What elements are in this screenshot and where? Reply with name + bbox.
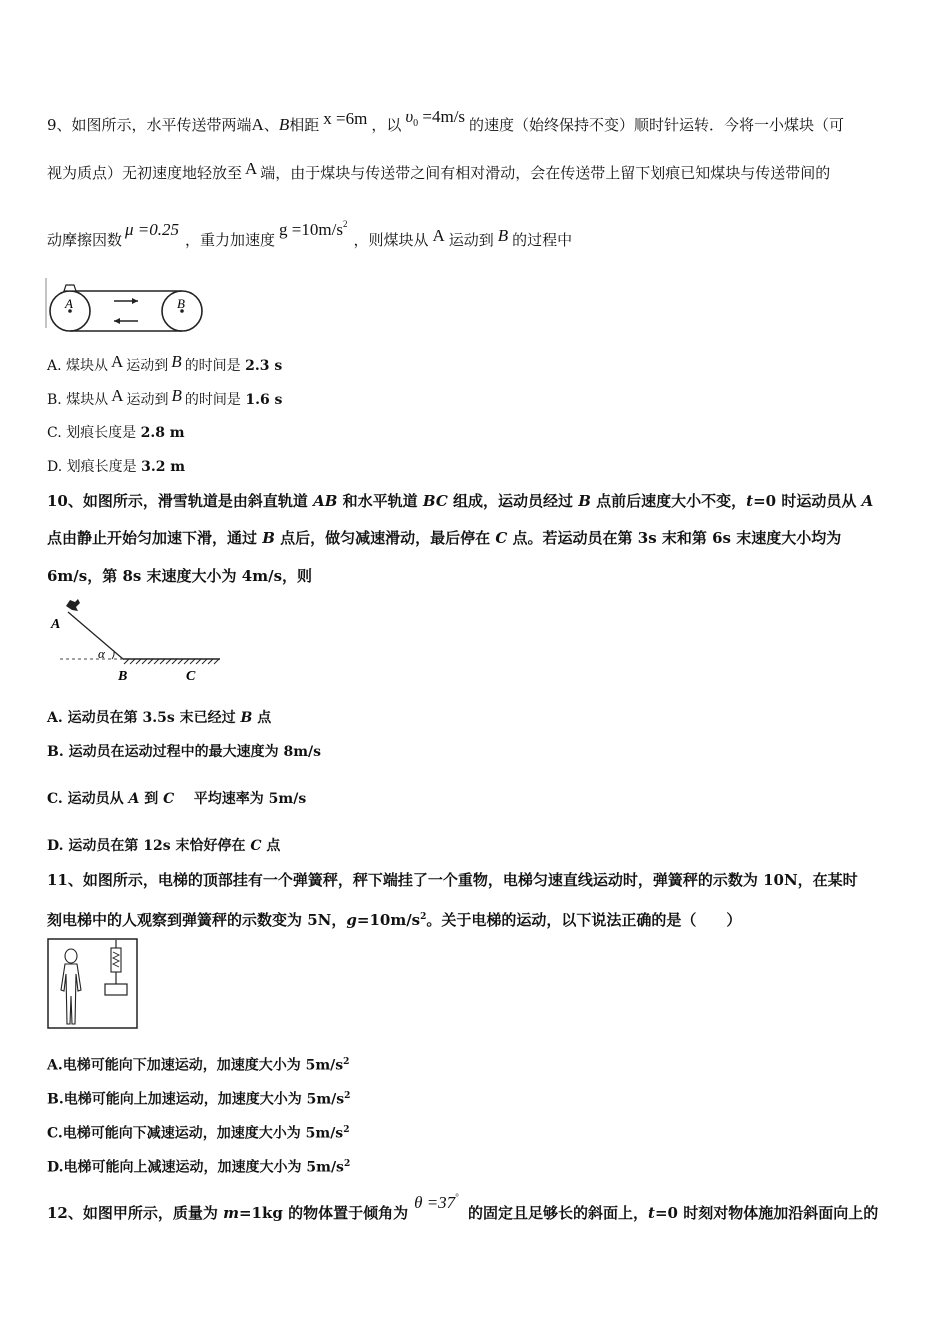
text: D.电梯可能向上减速运动，加速度大小为 5m/s <box>47 1159 344 1176</box>
text: 运动到 <box>126 392 169 408</box>
exponent: 2 <box>420 912 427 922</box>
label-c: C <box>186 669 196 684</box>
text: D. 划痕长度是 <box>47 459 142 475</box>
point-a: A <box>111 352 124 371</box>
segment-bc: BC <box>422 492 448 510</box>
point-a: A <box>245 159 258 178</box>
arrow-right-head <box>132 298 138 304</box>
gravity-formula: g =10m/s <box>279 220 343 239</box>
text: 刻电梯中的人观察到弹簧秤的示数变为 5N， <box>47 911 347 929</box>
angle-arc <box>112 651 114 659</box>
text: 10、如图所示，滑雪轨道是由斜直轨道 <box>47 492 314 510</box>
distance-formula: x =6m <box>323 109 368 128</box>
text: B. 煤块从 <box>47 392 109 408</box>
point-a: A <box>111 386 124 405</box>
q11-option-b[interactable] <box>47 1086 350 1110</box>
gravity-exponent: 2 <box>342 219 348 229</box>
label-b: B <box>118 669 128 684</box>
text: 、 <box>263 116 279 134</box>
text: B.电梯可能向上加速运动，加速度大小为 5m/s <box>47 1091 345 1108</box>
point-b: B <box>262 529 275 547</box>
text: 到 <box>139 791 164 807</box>
coal-block-icon <box>64 285 76 291</box>
text: 点。若运动员在第 3s 末和第 6s 末速度大小均为 <box>507 529 842 547</box>
label-a: A <box>51 617 61 632</box>
q10-line-3: 6m/s，第 8s 末速度大小为 4m/s，则 <box>47 567 313 585</box>
text: 点由静止开始匀加速下滑，通过 <box>47 529 263 547</box>
point-c: C <box>250 838 262 854</box>
text: 的时间是 <box>184 358 246 374</box>
value: 2.8 m <box>140 425 185 441</box>
segment-ab: AB <box>313 492 338 510</box>
text: 的时间是 <box>184 392 246 408</box>
text: A. 煤块从 <box>47 358 109 374</box>
velocity-value: =4m/s <box>418 107 466 126</box>
text: 动摩擦因数 <box>47 231 123 249</box>
point-b: B <box>278 115 290 134</box>
skier-icon <box>66 599 80 611</box>
angle-formula: θ =37 <box>414 1193 456 1212</box>
q9-line-1 <box>47 107 845 138</box>
q11-line-2 <box>47 907 741 930</box>
text: =10m/s <box>356 911 421 929</box>
point-c: C <box>495 529 508 547</box>
label-a: A <box>65 296 73 311</box>
q10-option-c[interactable] <box>47 789 306 809</box>
exponent: 2 <box>344 1091 351 1101</box>
text: 的固定且足够长的斜面上， <box>462 1204 649 1222</box>
text: 视为质点）无初速度地轻放至 <box>47 164 243 182</box>
velocity-symbol: υ <box>405 107 414 126</box>
text: C. 划痕长度是 <box>47 425 141 441</box>
text: 和水平轨道 <box>337 492 423 510</box>
elevator-figure <box>47 938 139 1030</box>
conveyor-belt-figure <box>42 278 207 338</box>
q10-line-2 <box>47 528 841 548</box>
text: 9、如图所示，水平传送带两端 <box>47 116 252 134</box>
text: 运动到 <box>448 231 494 249</box>
text: =0 时刻对物体施加沿斜面向上的 <box>654 1204 879 1222</box>
point-b: B <box>578 492 591 510</box>
ski-slope-figure <box>48 596 228 686</box>
gravity-symbol: g <box>346 911 357 929</box>
text: A.电梯可能向下加速运动，加速度大小为 5m/s <box>47 1057 344 1074</box>
text: =0 时运动员从 <box>753 492 862 510</box>
value: 1.6 s <box>245 392 283 408</box>
text: C.电梯可能向下减速运动，加速度大小为 5m/s <box>47 1125 344 1142</box>
degree-sign: ° <box>455 1192 459 1202</box>
q9-line-3 <box>47 219 573 250</box>
weight-block <box>105 984 127 995</box>
text: D. 运动员在第 12s 末恰好停在 <box>47 838 251 854</box>
text: 12、如图甲所示，质量为 <box>47 1204 224 1222</box>
time-symbol: t <box>746 492 754 510</box>
q11-option-a[interactable] <box>47 1052 349 1076</box>
text: 端，由于煤块与传送带之间有相对滑动，会在传送带上留下划痕已知煤块与传送带间的 <box>260 164 831 182</box>
label-b: B <box>177 296 185 311</box>
text: 运动到 <box>126 358 169 374</box>
point-b: B <box>171 386 182 405</box>
q9-option-c[interactable] <box>47 423 185 443</box>
point-c: C <box>163 791 175 807</box>
q9-option-b[interactable] <box>47 386 283 410</box>
text: 点后，做匀减速滑动，最后停在 <box>274 529 496 547</box>
velocity-subscript: 0 <box>413 118 419 129</box>
text: 的过程中 <box>512 231 573 249</box>
text: 点前后速度大小不变， <box>590 492 747 510</box>
text: A. 运动员在第 3.5s 末已经过 <box>47 710 241 726</box>
text: 平均速率为 5m/s <box>174 791 307 807</box>
q11-option-c[interactable] <box>47 1120 349 1144</box>
q9-line-2 <box>47 159 831 183</box>
point-b: B <box>497 226 509 245</box>
value: 3.2 m <box>141 459 186 475</box>
q9-option-a[interactable] <box>47 352 283 376</box>
point-a: A <box>861 492 874 510</box>
q10-line-1 <box>47 491 873 511</box>
q11-line-1: 11、如图所示，电梯的顶部挂有一个弹簧秤，秤下端挂了一个重物，电梯匀速直线运动时，弹簧秤的示数为 10N，在某时 <box>47 871 858 889</box>
text: 的速度（始终保持不变）顺时针运转．今将一小煤块（可 <box>469 116 845 134</box>
value: 2.3 s <box>245 358 283 374</box>
mass-symbol: m <box>223 1204 239 1222</box>
exponent: 2 <box>343 1159 351 1169</box>
text: 组成，运动员经过 <box>447 492 579 510</box>
point-a: A <box>251 115 264 134</box>
q10-option-b[interactable]: B. 运动员在运动过程中的最大速度为 8m/s <box>47 744 322 760</box>
text: =1kg 的物体置于倾角为 <box>238 1204 409 1222</box>
q11-option-d[interactable] <box>47 1154 350 1178</box>
q10-option-d[interactable] <box>47 836 280 856</box>
text: 。关于电梯的运动，以下说法正确的是（ ） <box>426 911 742 929</box>
label-alpha: α <box>98 646 105 661</box>
q10-option-a[interactable] <box>47 708 271 728</box>
text: C. 运动员从 <box>47 791 129 807</box>
q12-line-1 <box>47 1192 879 1223</box>
point-b: B <box>240 710 253 726</box>
exponent: 2 <box>343 1125 350 1135</box>
time-symbol: t <box>648 1204 655 1222</box>
q9-option-d[interactable] <box>47 457 185 477</box>
point-a: A <box>432 226 445 245</box>
point-a: A <box>128 791 140 807</box>
text: ，重力加速度 <box>185 231 276 249</box>
point-b: B <box>171 352 182 371</box>
incline-track <box>68 612 123 659</box>
text: 点 <box>261 838 281 854</box>
text: 点 <box>252 710 272 726</box>
exponent: 2 <box>343 1057 350 1067</box>
text: ，以 <box>371 116 402 134</box>
text: 相距 <box>289 116 320 134</box>
text: ，则煤块从 <box>353 231 429 249</box>
friction-coefficient: μ =0.25 <box>125 220 180 239</box>
arrow-left-head <box>114 318 120 324</box>
